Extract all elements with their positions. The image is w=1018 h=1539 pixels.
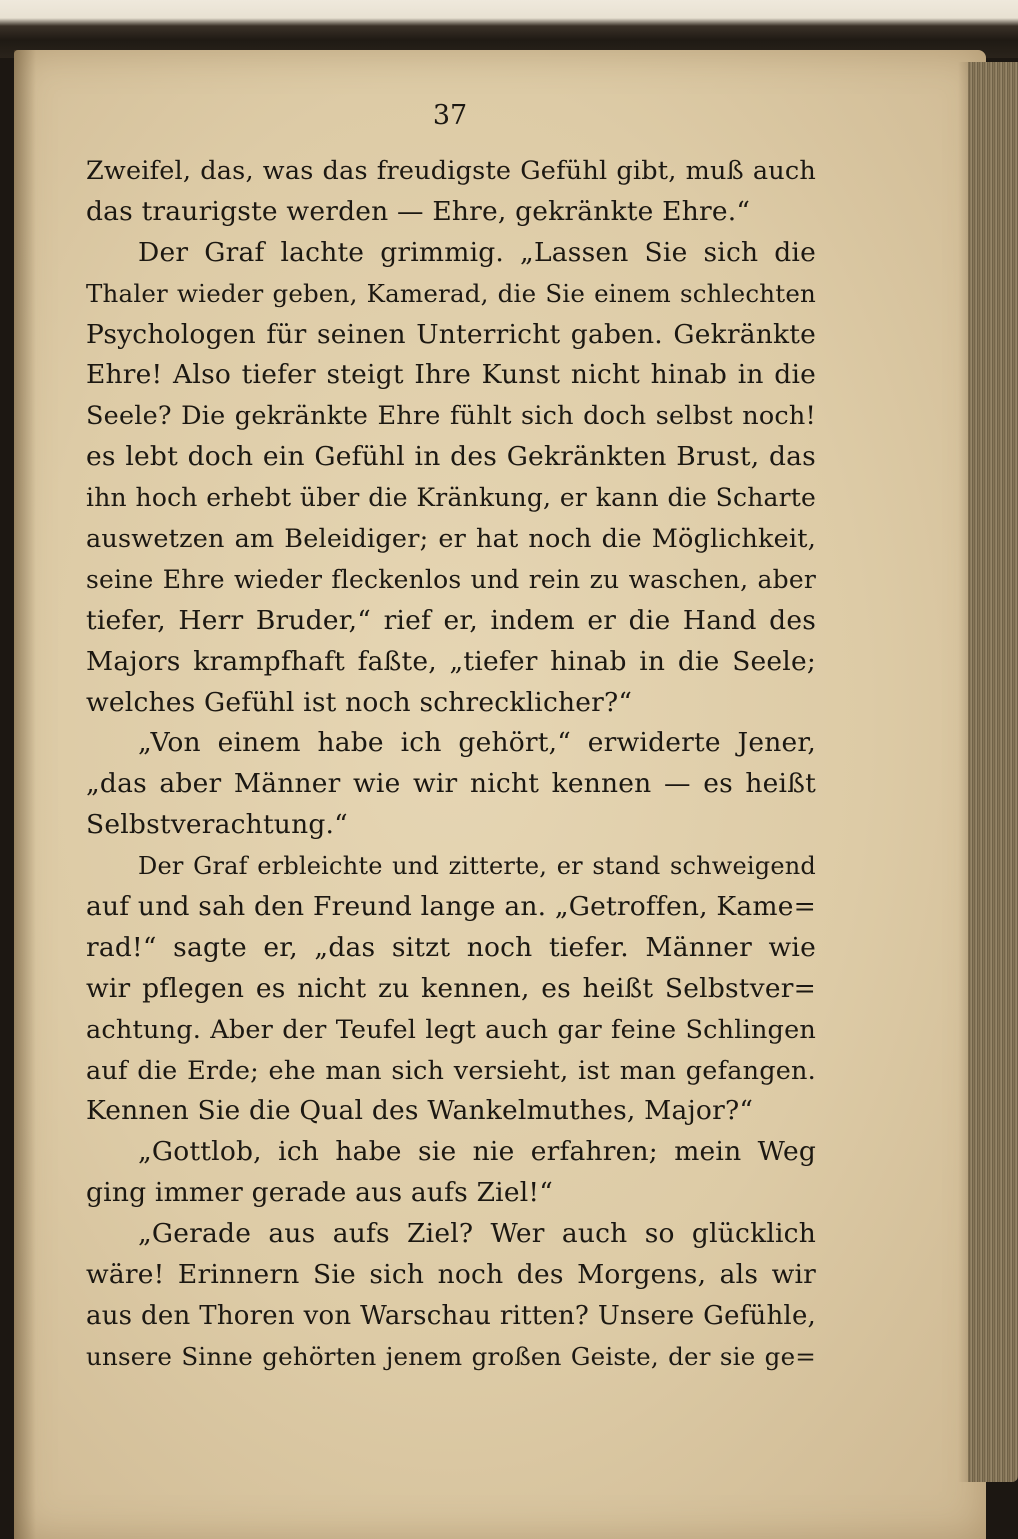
text-line: wäre! Erinnern Sie sich noch des Morgens, als wir	[86, 1259, 816, 1291]
text-line: Majors krampfhaft faßte, „tiefer hinab in die Seele;	[86, 645, 816, 677]
body-text	[86, 151, 816, 1378]
text-line: welches Gefühl ist noch schrecklicher?“	[86, 686, 633, 718]
text-line: seine Ehre wieder fleckenlos und rein zu waschen, aber	[86, 564, 816, 594]
text-line: achtung. Aber der Teufel legt auch gar feine Schlingen	[86, 1014, 816, 1045]
text-line: tiefer, Herr Bruder,“ rief er, indem er die Hand des	[86, 604, 816, 636]
text-line: Selbstverachtung.“	[86, 809, 348, 841]
page-number: 37	[432, 100, 468, 131]
text-line: „das aber Männer wie wir nicht kennen — es heißt	[86, 768, 816, 800]
gutter-shadow	[14, 50, 36, 1539]
text-line: unsere Sinne gehörten jenem großen Geiste, der sie ge=	[86, 1341, 816, 1371]
text-line: „Gottlob, ich habe sie nie erfahren; mein Weg	[138, 1136, 816, 1168]
text-line: es lebt doch ein Gefühl in des Gekränkten Brust, das	[86, 441, 816, 473]
text-line: ihn hoch erhebt über die Kränkung, er kann die Scharte	[86, 483, 816, 513]
text-line: ging immer gerade aus aufs Ziel!“	[86, 1177, 554, 1209]
text-line: auf und sah den Freund lange an. „Getroffen, Kame=	[86, 891, 816, 923]
text-line: „Von einem habe ich gehört,“ erwiderte Jener,	[138, 727, 816, 759]
text-line: Ehre! Also tiefer steigt Ihre Kunst nicht hinab in die	[86, 359, 816, 391]
text-line: das traurigste werden — Ehre, gekränkte Ehre.“	[86, 195, 751, 227]
text-line: auswetzen am Beleidiger; er hat noch die Möglichkeit,	[86, 524, 816, 555]
page-stack-edge	[968, 62, 1018, 1482]
text-line: Der Graf lachte grimmig. „Lassen Sie sich die	[138, 236, 816, 268]
text-line: rad!“ sagte er, „das sitzt noch tiefer. Männer wie	[86, 931, 816, 963]
text-line: aus den Thoren von Warschau ritten? Unsere Gefühle,	[86, 1300, 816, 1331]
text-line: Thaler wieder geben, Kamerad, die Sie einem schlechten	[86, 278, 816, 308]
text-line: Psychologen für seinen Unterricht gaben. Gekränkte	[86, 318, 816, 350]
text-line: auf die Erde; ehe man sich versieht, ist man gefangen.	[86, 1055, 816, 1086]
text-line: Kennen Sie die Qual des Wankelmuthes, Major?“	[86, 1095, 754, 1127]
text-line: Seele? Die gekränkte Ehre fühlt sich doch selbst noch!	[86, 401, 816, 432]
text-line: wir pflegen es nicht zu kennen, es heißt Selbstver=	[86, 972, 816, 1004]
text-line: Der Graf erbleichte und zitterte, er stand schweigend	[138, 852, 816, 881]
text-line: Zweifel, das, was das freudigste Gefühl gibt, muß auch	[86, 156, 816, 186]
text-line: „Gerade aus aufs Ziel? Wer auch so glücklich	[138, 1218, 816, 1250]
